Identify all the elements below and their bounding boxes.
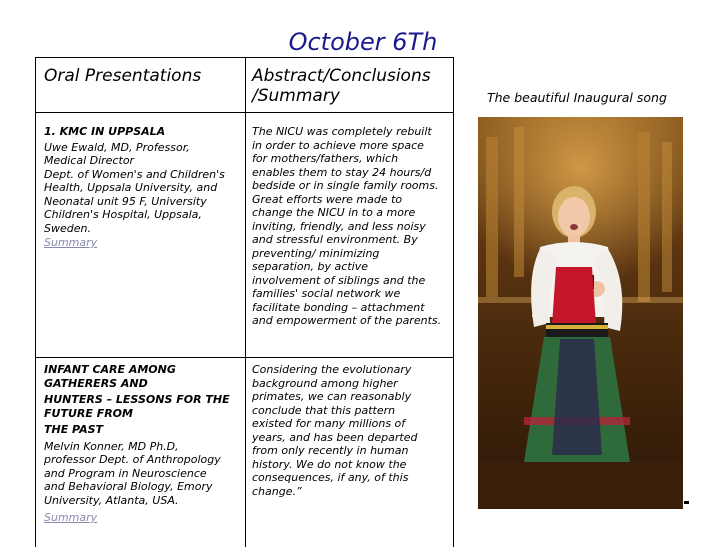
- summary-line: inviting, friendly, and less noisy: [252, 219, 426, 233]
- author-line: and Behavioral Biology, Emory: [44, 480, 213, 493]
- table-left-rule: [35, 57, 36, 547]
- summary-line: facilitate bonding – attachment: [252, 300, 425, 314]
- summary-line: primates, we can reasonably: [252, 390, 412, 403]
- presentation-title-line: FUTURE FROM: [44, 406, 133, 420]
- presentation-title-line: THE PAST: [44, 423, 104, 436]
- summary-line: consequences, if any, of this: [252, 471, 409, 484]
- corner-mark: [684, 501, 689, 504]
- summary-line: for mothers/fathers, which: [252, 152, 399, 165]
- header-abstract-line2: /Summary: [252, 86, 340, 106]
- photo-caption: The beautiful Inaugural song: [487, 90, 667, 105]
- summary-line: in order to achieve more space: [252, 138, 424, 152]
- summary-line: preventing/ minimizing: [252, 246, 380, 260]
- presentation-title-line: GATHERERS AND: [44, 376, 148, 390]
- summary-link-1[interactable]: Summary: [44, 236, 98, 249]
- header-abstract: [252, 66, 450, 106]
- summary-line: years, and has been departed: [252, 430, 418, 444]
- summary-line: change.”: [252, 484, 302, 498]
- presentation-cell-1: [44, 125, 244, 250]
- presentation-title-line: INFANT CARE AMONG: [44, 363, 176, 376]
- presentation-title-line: 1. KMC IN UPPSALA: [44, 125, 166, 138]
- summary-line: change the NICU in to a more: [252, 206, 416, 219]
- author-line: Children's Hospital, Uppsala,: [44, 208, 202, 221]
- summary-line: conclude that this pattern: [252, 403, 396, 417]
- summary-line: enables them to stay 24 hours/d: [252, 165, 432, 179]
- table-right-rule: [453, 57, 454, 547]
- summary-line: involvement of siblings and the: [252, 273, 426, 287]
- summary-line: from only recently in human: [252, 444, 409, 457]
- row-divider-rule: [35, 357, 454, 358]
- summary-line: history. We do not know the: [252, 457, 407, 471]
- table-middle-rule: [245, 57, 246, 547]
- author-line: Health, Uppsala University, and: [44, 181, 218, 194]
- summary-line: separation, by active: [252, 260, 368, 273]
- author-line: Medical Director: [44, 154, 135, 167]
- summary-line: The NICU was completely rebuilt: [252, 125, 432, 138]
- header-abstract-line1: Abstract/Conclusions: [252, 66, 431, 86]
- header-bottom-rule: [35, 112, 454, 113]
- presentations-table: [35, 57, 455, 547]
- author-line: Melvin Konner, MD Ph.D,: [44, 439, 179, 453]
- summary-line: Great efforts were made to: [252, 192, 403, 206]
- author-line: professor Dept. of Anthropology: [44, 453, 221, 466]
- abstract-cell-1: [252, 125, 452, 328]
- presentation-cell-2: [44, 363, 244, 525]
- author-line: Sweden.: [44, 221, 91, 235]
- page-title: October 6Th: [288, 28, 438, 56]
- summary-line: and empowerment of the parents.: [252, 314, 442, 327]
- author-line: and Program in Neuroscience: [44, 466, 207, 480]
- table-top-rule: [35, 57, 454, 58]
- summary-line: bedside or in single family rooms.: [252, 179, 439, 192]
- author-line: Uwe Ewald, MD, Professor,: [44, 140, 190, 154]
- summary-line: background among higher: [252, 376, 398, 390]
- summary-line: Considering the evolutionary: [252, 363, 412, 376]
- summary-line: existed for many millions of: [252, 417, 406, 430]
- header-oral-presentations: Oral Presentations: [44, 66, 202, 86]
- summary-link-2[interactable]: Summary: [44, 511, 98, 524]
- summary-line: families' social network we: [252, 287, 401, 300]
- presentation-title-line: HUNTERS – LESSONS FOR THE: [44, 393, 230, 406]
- abstract-cell-2: [252, 363, 452, 498]
- author-line: Dept. of Women's and Children's: [44, 167, 225, 181]
- singer-photo: [478, 117, 683, 509]
- author-line: University, Atlanta, USA.: [44, 493, 179, 507]
- summary-line: and stressful environment. By: [252, 233, 418, 246]
- author-line: Neonatal unit 95 F, University: [44, 194, 207, 208]
